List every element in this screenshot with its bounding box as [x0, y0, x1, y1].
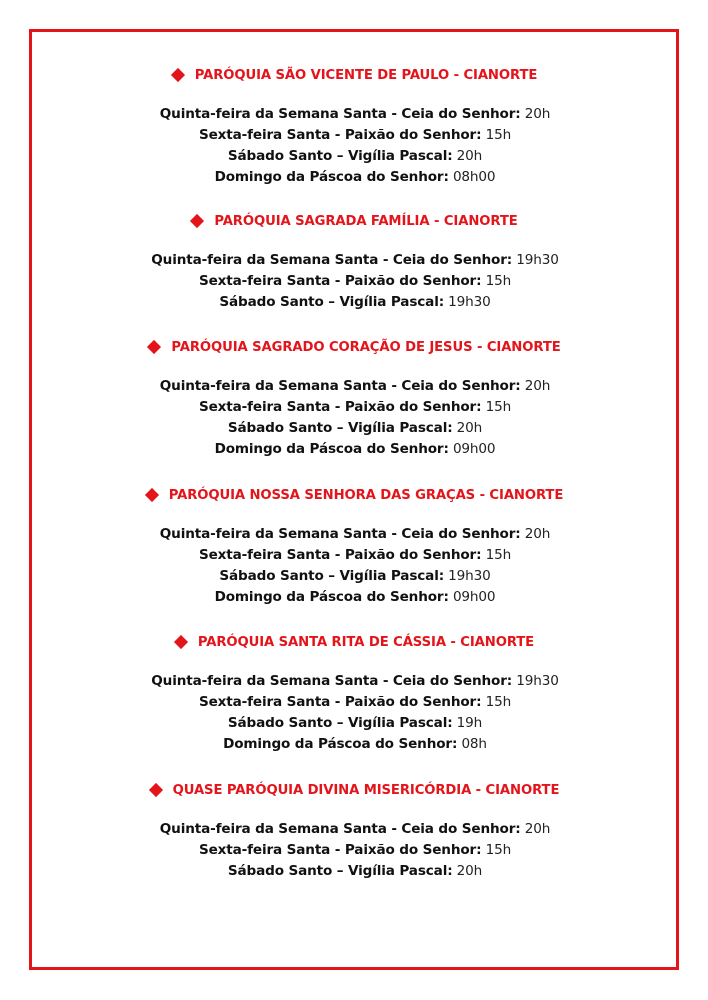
celebration-label: Sábado Santo – Vigília Pascal: [219, 568, 444, 584]
parish-section [33, 336, 677, 460]
schedule-item [33, 397, 677, 418]
celebration-label: Sexta-feira Santa - Paixão do Senhor: [198, 694, 482, 710]
red-diamond-icon [171, 68, 185, 82]
celebration-time: 15h [485, 842, 512, 858]
parish-heading [33, 631, 677, 653]
parish-name: PARÓQUIA SAGRADO CORAÇÃO DE JESUS - CIANORTE [171, 339, 561, 355]
schedule-item [33, 250, 677, 271]
red-diamond-icon [174, 635, 188, 649]
celebration-label: Sábado Santo – Vigília Pascal: [227, 863, 453, 879]
parish-name: PARÓQUIA NOSSA SENHORA DAS GRAÇAS - CIANORTE [168, 487, 564, 503]
celebration-time: 20h [524, 526, 551, 542]
celebration-label: Domingo da Páscoa do Senhor: [214, 441, 449, 457]
schedule-item [33, 271, 677, 292]
celebration-label: Quinta-feira da Semana Santa - Ceia do Senhor: [151, 673, 513, 689]
schedule-item [33, 418, 677, 439]
schedule-item [33, 104, 677, 125]
celebration-label: Sábado Santo – Vigília Pascal: [227, 420, 453, 436]
schedule-item [33, 671, 677, 692]
celebration-time: 19h30 [448, 294, 491, 310]
celebration-label: Domingo da Páscoa do Senhor: [214, 589, 449, 605]
parish-heading [33, 484, 677, 506]
parish-name: PARÓQUIA SAGRADA FAMÍLIA - CIANORTE [214, 213, 518, 229]
celebration-label: Sábado Santo – Vigília Pascal: [227, 715, 453, 731]
celebration-time: 09h00 [452, 589, 496, 605]
celebration-label: Domingo da Páscoa do Senhor: [214, 169, 449, 185]
parish-name: PARÓQUIA SÃO VICENTE DE PAULO - CIANORTE [194, 67, 538, 83]
celebration-label: Sexta-feira Santa - Paixão do Senhor: [198, 127, 482, 143]
schedule-item [33, 125, 677, 146]
schedule-item [33, 439, 677, 460]
celebration-time: 08h00 [452, 169, 496, 185]
celebration-time: 15h [485, 399, 512, 415]
parish-heading [33, 336, 677, 358]
parish-name: QUASE PARÓQUIA DIVINA MISERICÓRDIA - CIANORTE [172, 782, 560, 798]
celebration-time: 20h [456, 148, 483, 164]
parish-section [33, 484, 677, 608]
celebration-label: Quinta-feira da Semana Santa - Ceia do Senhor: [159, 821, 521, 837]
celebration-time: 15h [485, 547, 512, 563]
red-diamond-icon [145, 488, 159, 502]
celebration-label: Quinta-feira da Semana Santa - Ceia do Senhor: [151, 252, 513, 268]
schedule-item [33, 167, 677, 188]
schedule-item [33, 292, 677, 313]
schedule-list [33, 250, 677, 313]
celebration-time: 15h [485, 273, 512, 289]
schedule-item [33, 734, 677, 755]
celebration-time: 19h30 [516, 673, 559, 689]
celebration-time: 20h [456, 420, 483, 436]
celebration-time: 19h [456, 715, 483, 731]
celebration-label: Quinta-feira da Semana Santa - Ceia do Senhor: [159, 378, 521, 394]
celebration-label: Domingo da Páscoa do Senhor: [223, 736, 458, 752]
red-diamond-icon [149, 783, 163, 797]
celebration-time: 15h [485, 694, 512, 710]
parish-heading [33, 210, 677, 232]
parish-heading [33, 64, 677, 86]
red-diamond-icon [190, 214, 204, 228]
schedule-item [33, 524, 677, 545]
schedule-item [33, 819, 677, 840]
schedule-item [33, 840, 677, 861]
celebration-time: 19h30 [516, 252, 559, 268]
schedule-item [33, 376, 677, 397]
celebration-time: 20h [524, 106, 551, 122]
parish-heading [33, 779, 677, 801]
celebration-time: 08h [461, 736, 487, 752]
parish-section [33, 631, 677, 755]
parish-section [33, 210, 677, 313]
celebration-label: Sábado Santo – Vigília Pascal: [227, 148, 453, 164]
schedule-list [33, 819, 677, 882]
parish-section [33, 779, 677, 882]
celebration-time: 20h [456, 863, 483, 879]
celebration-time: 20h [524, 821, 551, 837]
schedule-list [33, 104, 677, 188]
red-diamond-icon [147, 340, 161, 354]
celebration-label: Sexta-feira Santa - Paixão do Senhor: [198, 273, 482, 289]
schedule-item [33, 566, 677, 587]
schedule-item [33, 692, 677, 713]
celebration-time: 20h [524, 378, 551, 394]
schedule-item [33, 713, 677, 734]
celebration-label: Quinta-feira da Semana Santa - Ceia do Senhor: [159, 106, 521, 122]
celebration-label: Quinta-feira da Semana Santa - Ceia do Senhor: [159, 526, 521, 542]
celebration-time: 19h30 [448, 568, 491, 584]
schedule-item [33, 545, 677, 566]
schedule-list [33, 376, 677, 460]
celebration-time: 09h00 [452, 441, 496, 457]
celebration-label: Sexta-feira Santa - Paixão do Senhor: [198, 399, 482, 415]
parish-section [33, 64, 677, 188]
schedule-item [33, 146, 677, 167]
schedule-list [33, 524, 677, 608]
celebration-label: Sábado Santo – Vigília Pascal: [219, 294, 444, 310]
celebration-time: 15h [485, 127, 512, 143]
schedule-item [33, 587, 677, 608]
celebration-label: Sexta-feira Santa - Paixão do Senhor: [198, 547, 482, 563]
celebration-label: Sexta-feira Santa - Paixão do Senhor: [198, 842, 482, 858]
parish-name: PARÓQUIA SANTA RITA DE CÁSSIA - CIANORTE [197, 634, 535, 650]
schedule-list [33, 671, 677, 755]
schedule-item [33, 861, 677, 882]
